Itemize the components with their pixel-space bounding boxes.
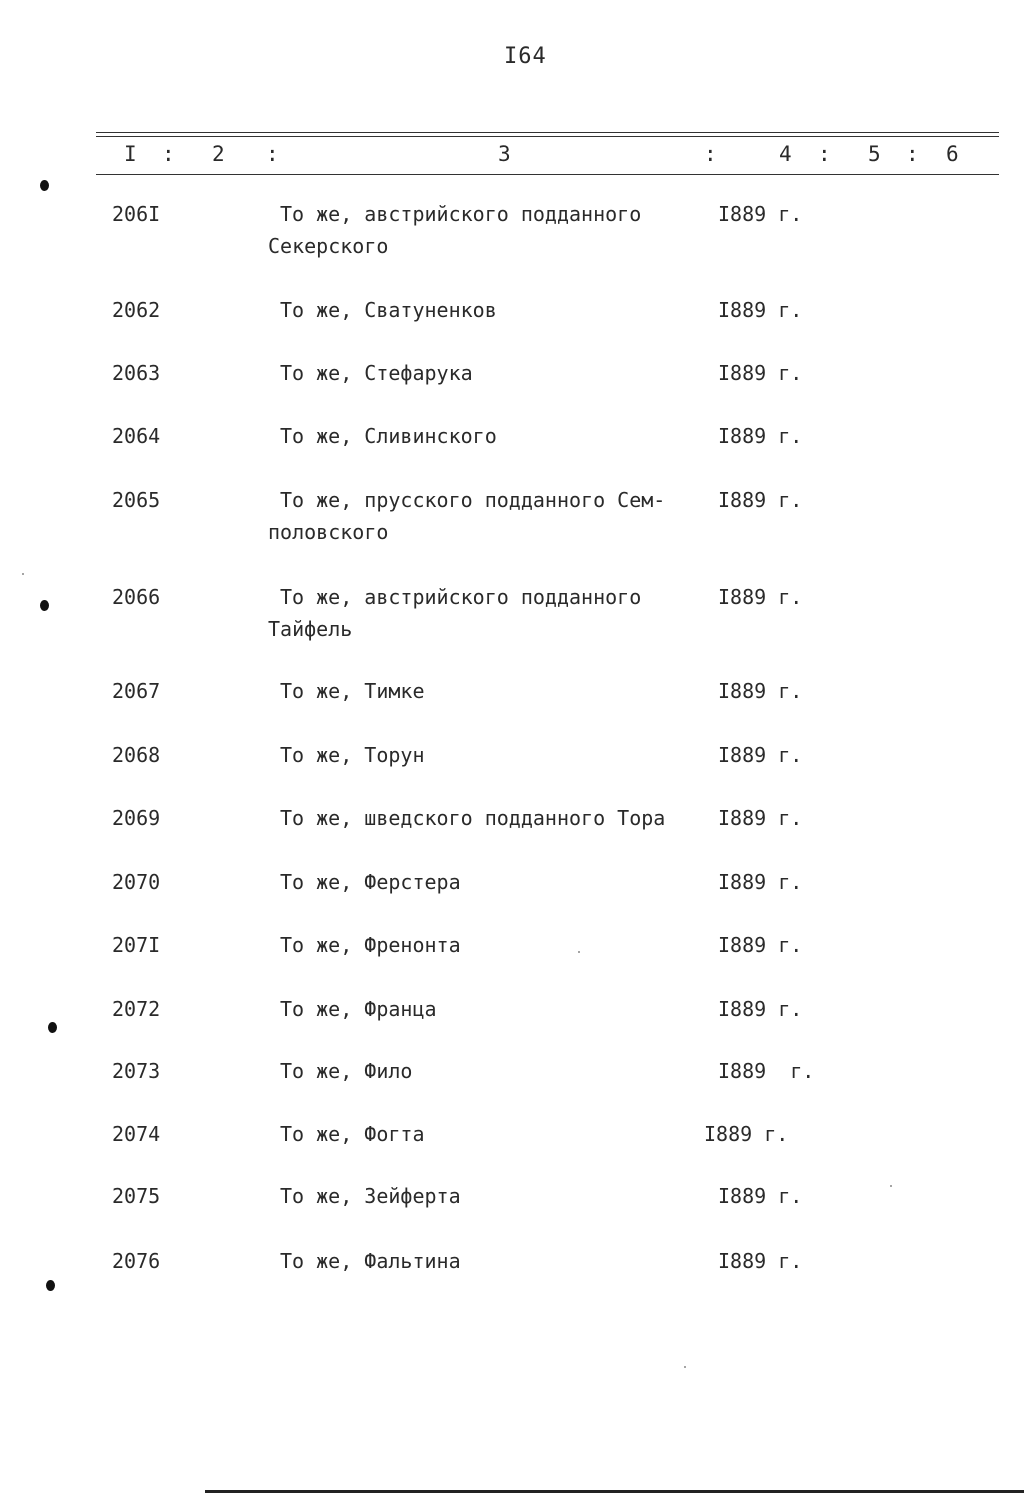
- column-separator: :: [162, 142, 175, 166]
- record-number: 207I: [112, 933, 161, 957]
- description-line: То же, Френонта: [280, 933, 461, 957]
- record-year: I889 г.: [718, 933, 803, 957]
- record-year: I889 г.: [718, 743, 803, 767]
- scan-bottom-edge: [205, 1490, 1024, 1493]
- record-description: [268, 866, 708, 898]
- record-year: I889 г.: [718, 997, 803, 1021]
- description-line: То же, Фогта: [280, 1122, 425, 1146]
- page-number: I64: [504, 44, 547, 69]
- column-1-header: I: [124, 142, 137, 166]
- record-number: 2067: [112, 679, 161, 703]
- record-number: 206I: [112, 202, 161, 226]
- scan-speck: [684, 1366, 686, 1368]
- description-line: То же, Тимке: [280, 679, 425, 703]
- header-rule-top-double: [96, 136, 999, 137]
- record-number: 2074: [112, 1122, 161, 1146]
- record-year: I889 г.: [718, 585, 803, 609]
- record-description: [268, 1245, 708, 1277]
- record-number: 2065: [112, 488, 161, 512]
- description-line: То же, австрийского подданного: [280, 585, 642, 609]
- description-line: То же, Сватуненков: [280, 298, 497, 322]
- description-line: То же, Зейферта: [280, 1184, 461, 1208]
- description-line: То же, Фило: [280, 1059, 413, 1083]
- record-number: 2075: [112, 1184, 161, 1208]
- record-year: I889 г.: [718, 424, 803, 448]
- record-number: 2073: [112, 1059, 161, 1083]
- record-number: 2064: [112, 424, 161, 448]
- record-description: [268, 1118, 708, 1150]
- record-description: [268, 198, 708, 262]
- record-number: 2076: [112, 1249, 161, 1273]
- record-number: 2068: [112, 743, 161, 767]
- scan-speck: [890, 1185, 892, 1187]
- record-year: I889 г.: [718, 488, 803, 512]
- description-line: То же, Фальтина: [280, 1249, 461, 1273]
- column-3-header: 3: [498, 142, 511, 166]
- description-line: То же, шведского подданного Тора: [280, 806, 666, 830]
- record-description: [268, 929, 708, 961]
- record-year: I889 г.: [718, 806, 803, 830]
- record-number: 2069: [112, 806, 161, 830]
- description-line: То же, Франца: [280, 997, 437, 1021]
- record-description: [268, 993, 708, 1025]
- record-year: I889 г.: [704, 1122, 789, 1146]
- record-description: [268, 581, 708, 645]
- record-year: I889 г.: [718, 1059, 815, 1083]
- record-year: I889 г.: [718, 202, 803, 226]
- record-description: [268, 675, 708, 707]
- record-description: [268, 357, 708, 389]
- header-rule-bottom: [96, 174, 999, 175]
- column-separator: :: [818, 142, 831, 166]
- record-description: [268, 1055, 708, 1087]
- column-separator: :: [906, 142, 919, 166]
- record-number: 2062: [112, 298, 161, 322]
- description-line: То же, Сливинского: [280, 424, 497, 448]
- description-line: То же, Стефарука: [280, 361, 473, 385]
- column-4-header: 4: [779, 142, 792, 166]
- punch-hole-mark: [46, 1280, 55, 1291]
- record-number: 2066: [112, 585, 161, 609]
- description-line: Секерского: [268, 234, 389, 258]
- description-line: То же, австрийского подданного: [280, 202, 642, 226]
- record-year: I889 г.: [718, 298, 803, 322]
- punch-hole-mark: [48, 1022, 57, 1033]
- record-number: 2070: [112, 870, 161, 894]
- punch-hole-mark: [40, 600, 49, 611]
- header-rule-top: [96, 132, 999, 133]
- record-year: I889 г.: [718, 1184, 803, 1208]
- record-year: I889 г.: [718, 870, 803, 894]
- record-year: I889 г.: [718, 1249, 803, 1273]
- scan-speck: [22, 573, 24, 575]
- column-6-header: 6: [946, 142, 959, 166]
- description-line: То же, прусского подданного Сем-: [280, 488, 666, 512]
- description-line: То же, Ферстера: [280, 870, 461, 894]
- record-description: [268, 739, 708, 771]
- column-separator: :: [266, 142, 279, 166]
- description-line: Тайфель: [268, 617, 353, 641]
- record-description: [268, 294, 708, 326]
- record-number: 2063: [112, 361, 161, 385]
- punch-hole-mark: [40, 180, 49, 191]
- record-number: 2072: [112, 997, 161, 1021]
- record-description: [268, 484, 708, 548]
- column-5-header: 5: [868, 142, 881, 166]
- record-description: [268, 802, 708, 834]
- description-line: То же, Торун: [280, 743, 425, 767]
- record-description: [268, 1180, 708, 1212]
- record-year: I889 г.: [718, 361, 803, 385]
- column-separator: :: [704, 142, 717, 166]
- scan-speck: [578, 951, 580, 953]
- column-2-header: 2: [212, 142, 225, 166]
- record-year: I889 г.: [718, 679, 803, 703]
- description-line: половского: [268, 520, 389, 544]
- record-description: [268, 420, 708, 452]
